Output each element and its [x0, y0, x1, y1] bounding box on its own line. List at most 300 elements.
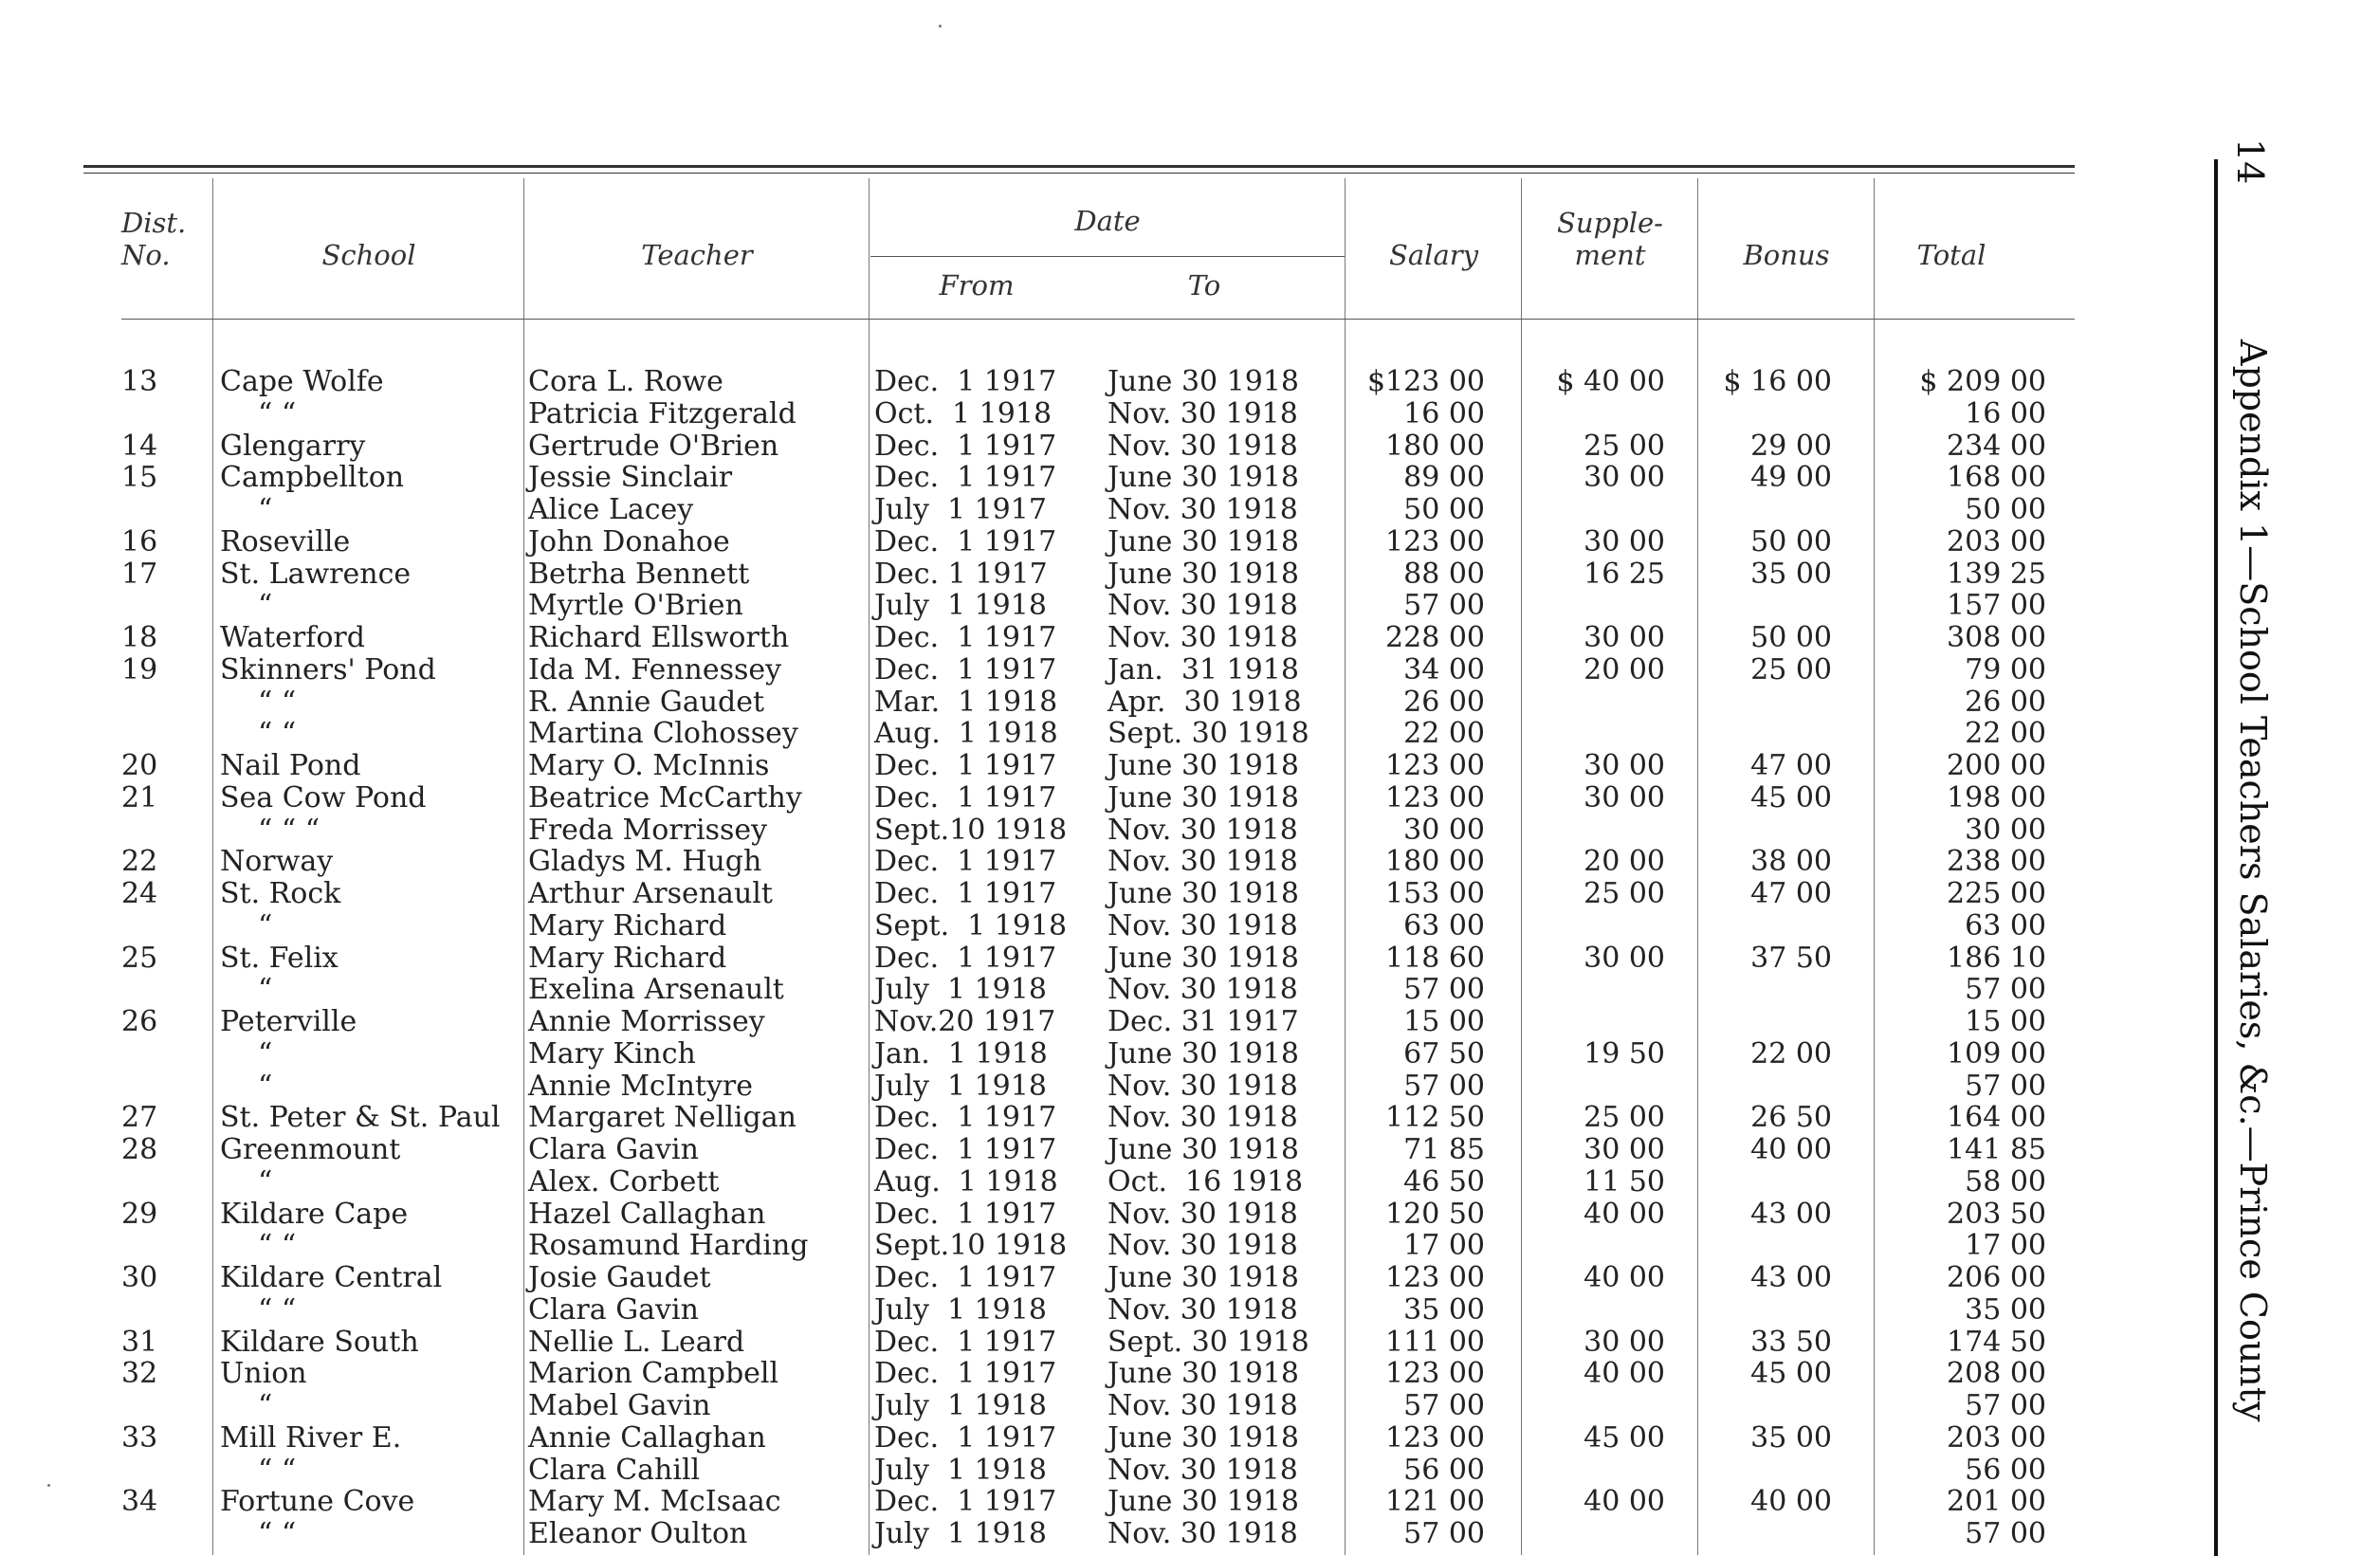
supplement-cell: 25 00: [1584, 877, 1665, 910]
salary-cell: 67 50: [1403, 1036, 1485, 1071]
school-cell: Norway: [220, 845, 334, 879]
side-title: Appendix 1—School Teachers Salaries, &c.—Prince County: [2232, 339, 2274, 1422]
total-cell: 203 00: [1947, 1420, 2046, 1455]
to-date-cell: June 30 1918: [1108, 524, 1300, 558]
teacher-cell: Josie Gaudet: [528, 1261, 711, 1294]
salary-cell: 123 00: [1385, 1357, 1485, 1391]
teacher-cell: Mary O. McInnis: [528, 749, 770, 782]
supplement-cell: 30 00: [1584, 621, 1665, 654]
dist-no-cell: 17: [121, 557, 158, 591]
bonus-cell: 45 00: [1750, 1357, 1832, 1391]
bonus-cell: 38 00: [1750, 845, 1832, 879]
school-cell: “: [258, 493, 273, 526]
salary-cell: 123 00: [1385, 749, 1485, 782]
header-school: School: [321, 239, 416, 271]
school-cell: “ “: [258, 717, 297, 751]
total-cell: 57 00: [1965, 1389, 2046, 1422]
salary-cell: 57 00: [1403, 973, 1485, 1007]
supplement-cell: 30 00: [1584, 1133, 1665, 1166]
dist-no-cell: 27: [121, 1101, 158, 1135]
from-date-cell: July 1 1918: [874, 1292, 1047, 1327]
to-date-cell: Oct. 16 1918: [1108, 1164, 1304, 1199]
teacher-cell: Ida M. Fennessey: [528, 652, 782, 686]
from-date-cell: Dec. 1 1917: [874, 1420, 1057, 1455]
from-date-cell: Dec. 1 1917: [874, 845, 1057, 879]
bonus-cell: 49 00: [1750, 461, 1832, 495]
school-cell: Campbellton: [220, 461, 405, 495]
supplement-cell: 40 00: [1584, 1261, 1665, 1294]
to-date-cell: June 30 1918: [1108, 1261, 1300, 1294]
from-date-cell: Dec. 1 1917: [874, 749, 1057, 782]
from-date-cell: Dec. 1 1917: [874, 1101, 1057, 1135]
salary-cell: 17 00: [1403, 1229, 1485, 1263]
teacher-cell: Marion Campbell: [528, 1357, 779, 1391]
total-cell: 139 25: [1947, 557, 2046, 591]
dist-no-cell: 29: [121, 1197, 158, 1231]
supplement-cell: 19 50: [1584, 1036, 1665, 1071]
total-cell: 79 00: [1965, 652, 2046, 686]
teacher-cell: Annie Morrissey: [528, 1005, 765, 1038]
bonus-cell: 47 00: [1750, 749, 1832, 782]
bonus-cell: 43 00: [1750, 1261, 1832, 1294]
col-divider: [212, 178, 213, 1555]
from-date-cell: Aug. 1 1918: [874, 1164, 1058, 1199]
school-cell: Sea Cow Pond: [220, 780, 427, 815]
from-date-cell: July 1 1918: [874, 1453, 1047, 1487]
salary-cell: 180 00: [1385, 845, 1485, 879]
teacher-cell: Alice Lacey: [528, 493, 694, 526]
to-date-cell: Nov. 30 1918: [1108, 1069, 1298, 1103]
from-date-cell: Dec. 1 1917: [874, 1485, 1057, 1519]
dist-no-cell: 34: [121, 1485, 158, 1519]
teacher-cell: Eleanor Oulton: [528, 1517, 748, 1550]
school-cell: Peterville: [220, 1005, 357, 1038]
total-cell: 168 00: [1947, 461, 2046, 495]
teacher-cell: Patricia Fitzgerald: [528, 396, 796, 430]
teacher-cell: Richard Ellsworth: [528, 621, 790, 654]
salary-cell: 35 00: [1403, 1292, 1485, 1327]
to-date-cell: June 30 1918: [1108, 1420, 1300, 1455]
to-date-cell: Apr. 30 1918: [1108, 685, 1302, 719]
total-cell: 50 00: [1965, 493, 2046, 526]
total-cell: 56 00: [1965, 1453, 2046, 1487]
salary-cell: 63 00: [1403, 908, 1485, 943]
salary-cell: 16 00: [1403, 396, 1485, 430]
school-cell: Roseville: [220, 524, 351, 558]
total-cell: 203 00: [1947, 524, 2046, 558]
date-underline: [870, 256, 1345, 257]
bonus-cell: 50 00: [1750, 524, 1832, 558]
teacher-cell: Mary Richard: [528, 908, 727, 943]
salary-cell: 88 00: [1403, 557, 1485, 591]
supplement-cell: 30 00: [1584, 941, 1665, 975]
to-date-cell: June 30 1918: [1108, 1485, 1300, 1519]
to-date-cell: Nov. 30 1918: [1108, 1101, 1298, 1135]
total-cell: 157 00: [1947, 589, 2046, 623]
from-date-cell: Sept. 1 1918: [874, 908, 1068, 943]
total-cell: 174 50: [1947, 1325, 2046, 1359]
salary-cell: 34 00: [1403, 652, 1485, 686]
total-cell: 22 00: [1965, 717, 2046, 751]
to-date-cell: Nov. 30 1918: [1108, 1197, 1298, 1231]
dist-no-cell: 22: [121, 845, 158, 879]
supplement-cell: 40 00: [1584, 1357, 1665, 1391]
teacher-cell: Clara Cahill: [528, 1453, 701, 1487]
to-date-cell: Jan. 31 1918: [1108, 652, 1299, 686]
teacher-cell: Myrtle O'Brien: [528, 589, 743, 623]
bonus-cell: 35 00: [1750, 557, 1832, 591]
to-date-cell: Nov. 30 1918: [1108, 1229, 1298, 1263]
teacher-cell: Gladys M. Hugh: [528, 845, 762, 879]
from-date-cell: July 1 1918: [874, 589, 1047, 623]
supplement-cell: 30 00: [1584, 749, 1665, 782]
dist-no-cell: 26: [121, 1005, 158, 1038]
speck: [47, 1484, 50, 1487]
header-to: To: [1187, 269, 1221, 302]
salary-cell: 57 00: [1403, 1389, 1485, 1422]
bonus-cell: 45 00: [1750, 780, 1832, 815]
supplement-cell: 30 00: [1584, 461, 1665, 495]
teacher-cell: Mary Richard: [528, 941, 727, 975]
school-cell: Union: [220, 1357, 307, 1391]
teacher-cell: Cora L. Rowe: [528, 365, 723, 398]
header-bonus: Bonus: [1743, 239, 1830, 271]
salary-cell: 111 00: [1385, 1325, 1485, 1359]
bonus-cell: 40 00: [1750, 1485, 1832, 1519]
total-cell: 208 00: [1947, 1357, 2046, 1391]
to-date-cell: June 30 1918: [1108, 877, 1300, 910]
salary-cell: $123 00: [1366, 365, 1485, 398]
school-cell: Kildare South: [220, 1325, 419, 1359]
school-cell: “: [258, 973, 273, 1007]
col-divider: [869, 178, 870, 1555]
bonus-cell: 37 50: [1750, 941, 1832, 975]
from-date-cell: Dec. 1 1917: [874, 1133, 1057, 1166]
total-cell: 198 00: [1947, 780, 2046, 815]
to-date-cell: June 30 1918: [1108, 557, 1300, 591]
teacher-cell: Jessie Sinclair: [528, 461, 733, 495]
to-date-cell: Nov. 30 1918: [1108, 1292, 1298, 1327]
bonus-cell: 22 00: [1750, 1036, 1832, 1071]
header-dist-no: Dist. No.: [121, 207, 187, 271]
teacher-cell: Annie Callaghan: [528, 1420, 766, 1455]
col-divider: [1345, 178, 1346, 1555]
from-date-cell: July 1 1918: [874, 1517, 1047, 1550]
school-cell: “ “: [258, 1517, 297, 1550]
to-date-cell: June 30 1918: [1108, 365, 1300, 398]
bonus-cell: 26 50: [1750, 1101, 1832, 1135]
from-date-cell: July 1 1918: [874, 1389, 1047, 1422]
col-divider: [1521, 178, 1522, 1555]
school-cell: “ “ “: [258, 813, 320, 847]
top-rule-thin: [83, 173, 2075, 174]
school-cell: “: [258, 1389, 273, 1422]
from-date-cell: Dec. 1 1917: [874, 365, 1057, 398]
to-date-cell: Nov. 30 1918: [1108, 908, 1298, 943]
school-cell: St. Lawrence: [220, 557, 412, 591]
total-cell: 57 00: [1965, 1517, 2046, 1550]
from-date-cell: Dec. 1 1917: [874, 652, 1057, 686]
from-date-cell: Aug. 1 1918: [874, 717, 1058, 751]
teacher-cell: Freda Morrissey: [528, 813, 768, 847]
school-cell: Kildare Cape: [220, 1197, 409, 1231]
bonus-cell: 43 00: [1750, 1197, 1832, 1231]
total-cell: 203 50: [1947, 1197, 2046, 1231]
salary-cell: 118 60: [1385, 941, 1485, 975]
speck: [939, 25, 942, 27]
from-date-cell: Oct. 1 1918: [874, 396, 1053, 430]
dist-no-cell: 25: [121, 941, 158, 975]
teacher-cell: Nellie L. Leard: [528, 1325, 745, 1359]
total-cell: 141 85: [1947, 1133, 2046, 1166]
school-cell: “ “: [258, 685, 297, 719]
salary-cell: 57 00: [1403, 1517, 1485, 1550]
teacher-cell: Beatrice McCarthy: [528, 780, 802, 815]
to-date-cell: Nov. 30 1918: [1108, 621, 1298, 654]
from-date-cell: Dec. 1 1917: [874, 1357, 1057, 1391]
to-date-cell: June 30 1918: [1108, 941, 1300, 975]
header-bottom-rule: [121, 319, 2075, 320]
school-cell: “ “: [258, 396, 297, 430]
supplement-cell: 11 50: [1584, 1164, 1665, 1199]
supplement-cell: 16 25: [1584, 557, 1665, 591]
school-cell: Glengarry: [220, 429, 366, 463]
from-date-cell: Dec. 1 1917: [874, 780, 1057, 815]
dist-no-cell: 18: [121, 621, 158, 654]
from-date-cell: Dec. 1 1917: [874, 877, 1057, 910]
salary-cell: 46 50: [1403, 1164, 1485, 1199]
teacher-cell: John Donahoe: [528, 524, 730, 558]
from-date-cell: Dec. 1 1917: [874, 461, 1057, 495]
school-cell: “ “: [258, 1229, 297, 1263]
supplement-cell: $ 40 00: [1556, 365, 1665, 398]
dist-no-cell: 14: [121, 429, 158, 463]
dist-no-cell: 30: [121, 1261, 158, 1294]
total-cell: 17 00: [1965, 1229, 2046, 1263]
supplement-cell: 30 00: [1584, 1325, 1665, 1359]
teacher-cell: Clara Gavin: [528, 1133, 699, 1166]
teacher-cell: Martina Clohossey: [528, 717, 798, 751]
dist-no-cell: 15: [121, 461, 158, 495]
supplement-cell: 25 00: [1584, 429, 1665, 463]
salary-cell: 123 00: [1385, 1420, 1485, 1455]
teacher-cell: Hazel Callaghan: [528, 1197, 766, 1231]
school-cell: “ “: [258, 1453, 297, 1487]
salary-cell: 71 85: [1403, 1133, 1485, 1166]
total-cell: 16 00: [1965, 396, 2046, 430]
school-cell: Mill River E.: [220, 1420, 402, 1455]
total-cell: $ 209 00: [1919, 365, 2046, 398]
from-date-cell: Mar. 1 1918: [874, 685, 1058, 719]
to-date-cell: June 30 1918: [1108, 461, 1300, 495]
from-date-cell: July 1 1918: [874, 1069, 1047, 1103]
col-divider: [1697, 178, 1698, 1555]
dist-no-cell: 32: [121, 1357, 158, 1391]
dist-no-cell: 13: [121, 365, 158, 398]
teacher-cell: Mabel Gavin: [528, 1389, 711, 1422]
teacher-cell: Gertrude O'Brien: [528, 429, 779, 463]
school-cell: “: [258, 1036, 273, 1071]
total-cell: 109 00: [1947, 1036, 2046, 1071]
to-date-cell: Nov. 30 1918: [1108, 845, 1298, 879]
salary-cell: 30 00: [1403, 813, 1485, 847]
total-cell: 186 10: [1947, 941, 2046, 975]
from-date-cell: Nov.20 1917: [874, 1005, 1056, 1038]
page-number: 14: [2229, 138, 2271, 185]
total-cell: 57 00: [1965, 1069, 2046, 1103]
from-date-cell: Jan. 1 1918: [874, 1036, 1048, 1071]
total-cell: 234 00: [1947, 429, 2046, 463]
dist-no-cell: 19: [121, 652, 158, 686]
dist-no-cell: 28: [121, 1133, 158, 1166]
salary-cell: 112 50: [1385, 1101, 1485, 1135]
school-cell: “ “: [258, 1292, 297, 1327]
salary-cell: 56 00: [1403, 1453, 1485, 1487]
salary-cell: 123 00: [1385, 780, 1485, 815]
salary-cell: 123 00: [1385, 1261, 1485, 1294]
salary-cell: 120 50: [1385, 1197, 1485, 1231]
supplement-cell: 25 00: [1584, 1101, 1665, 1135]
teacher-cell: Betrha Bennett: [528, 557, 750, 591]
from-date-cell: Dec. 1 1917: [874, 524, 1057, 558]
salary-cell: 121 00: [1385, 1485, 1485, 1519]
header-total: Total: [1916, 239, 1986, 271]
total-cell: 63 00: [1965, 908, 2046, 943]
to-date-cell: Dec. 31 1917: [1108, 1005, 1299, 1038]
teacher-cell: Arthur Arsenault: [528, 877, 773, 910]
supplement-cell: 30 00: [1584, 780, 1665, 815]
teacher-cell: Margaret Nelligan: [528, 1101, 796, 1135]
salary-cell: 22 00: [1403, 717, 1485, 751]
to-date-cell: June 30 1918: [1108, 1133, 1300, 1166]
salary-cell: 57 00: [1403, 1069, 1485, 1103]
to-date-cell: Nov. 30 1918: [1108, 429, 1298, 463]
dist-no-cell: 31: [121, 1325, 158, 1359]
from-date-cell: Dec. 1 1917: [874, 429, 1057, 463]
supplement-cell: 20 00: [1584, 652, 1665, 686]
to-date-cell: Sept. 30 1918: [1108, 717, 1309, 751]
total-cell: 200 00: [1947, 749, 2046, 782]
school-cell: St. Rock: [220, 877, 341, 910]
school-cell: Skinners' Pond: [220, 652, 436, 686]
from-date-cell: Dec. 1 1917: [874, 1197, 1057, 1231]
salary-cell: 89 00: [1403, 461, 1485, 495]
total-cell: 30 00: [1965, 813, 2046, 847]
school-cell: “: [258, 1069, 273, 1103]
teacher-cell: Alex. Corbett: [528, 1164, 720, 1199]
school-cell: Greenmount: [220, 1133, 401, 1166]
to-date-cell: Nov. 30 1918: [1108, 813, 1298, 847]
to-date-cell: Nov. 30 1918: [1108, 973, 1298, 1007]
total-cell: 35 00: [1965, 1292, 2046, 1327]
supplement-cell: 20 00: [1584, 845, 1665, 879]
to-date-cell: Nov. 30 1918: [1108, 493, 1298, 526]
teacher-cell: Mary M. McIsaac: [528, 1485, 781, 1519]
to-date-cell: Nov. 30 1918: [1108, 396, 1298, 430]
col-divider: [1874, 178, 1875, 1555]
school-cell: St. Peter & St. Paul: [220, 1101, 501, 1135]
school-cell: “: [258, 589, 273, 623]
bonus-cell: 35 00: [1750, 1420, 1832, 1455]
total-cell: 238 00: [1947, 845, 2046, 879]
header-date: Date: [1074, 205, 1141, 237]
supplement-cell: 40 00: [1584, 1197, 1665, 1231]
dist-no-cell: 33: [121, 1420, 158, 1455]
salary-cell: 15 00: [1403, 1005, 1485, 1038]
from-date-cell: Dec. 1 1917: [874, 1325, 1057, 1359]
supplement-cell: 40 00: [1584, 1485, 1665, 1519]
teacher-cell: Clara Gavin: [528, 1292, 699, 1327]
to-date-cell: Nov. 30 1918: [1108, 1453, 1298, 1487]
total-cell: 26 00: [1965, 685, 2046, 719]
total-cell: 15 00: [1965, 1005, 2046, 1038]
bonus-cell: 33 50: [1750, 1325, 1832, 1359]
from-date-cell: Sept.10 1918: [874, 813, 1068, 847]
teacher-cell: Annie McIntyre: [528, 1069, 753, 1103]
top-rule: [83, 165, 2075, 168]
salary-cell: 50 00: [1403, 493, 1485, 526]
header-teacher: Teacher: [641, 239, 753, 271]
salary-cell: 228 00: [1385, 621, 1485, 654]
from-date-cell: July 1 1918: [874, 973, 1047, 1007]
to-date-cell: June 30 1918: [1108, 1357, 1300, 1391]
teacher-cell: Rosamund Harding: [528, 1229, 809, 1263]
from-date-cell: Dec. 1 1917: [874, 941, 1057, 975]
salary-cell: 57 00: [1403, 589, 1485, 623]
school-cell: Waterford: [220, 621, 365, 654]
to-date-cell: June 30 1918: [1108, 749, 1300, 782]
margin-bar: [2214, 159, 2218, 1556]
school-cell: Kildare Central: [220, 1261, 443, 1294]
supplement-cell: 45 00: [1584, 1420, 1665, 1455]
dist-no-cell: 24: [121, 877, 158, 910]
teacher-cell: Mary Kinch: [528, 1036, 696, 1071]
school-cell: St. Felix: [220, 941, 339, 975]
total-cell: 225 00: [1947, 877, 2046, 910]
to-date-cell: Nov. 30 1918: [1108, 589, 1298, 623]
school-cell: Nail Pond: [220, 749, 361, 782]
header-supplement: Supple- ment: [1557, 207, 1663, 271]
school-cell: “: [258, 1164, 273, 1199]
to-date-cell: Sept. 30 1918: [1108, 1325, 1309, 1359]
salary-cell: 180 00: [1385, 429, 1485, 463]
dist-no-cell: 21: [121, 780, 158, 815]
school-cell: “: [258, 908, 273, 943]
teacher-cell: Exelina Arsenault: [528, 973, 784, 1007]
total-cell: 164 00: [1947, 1101, 2046, 1135]
header-salary: Salary: [1389, 239, 1478, 271]
total-cell: 308 00: [1947, 621, 2046, 654]
salary-cell: 123 00: [1385, 524, 1485, 558]
from-date-cell: Sept.10 1918: [874, 1229, 1068, 1263]
supplement-cell: 30 00: [1584, 524, 1665, 558]
school-cell: Fortune Cove: [220, 1485, 415, 1519]
to-date-cell: June 30 1918: [1108, 1036, 1300, 1071]
from-date-cell: Dec. 1 1917: [874, 1261, 1057, 1294]
header-from: From: [939, 269, 1015, 302]
bonus-cell: 25 00: [1750, 652, 1832, 686]
to-date-cell: June 30 1918: [1108, 780, 1300, 815]
dist-no-cell: 16: [121, 524, 158, 558]
from-date-cell: Dec. 1 1917: [874, 557, 1048, 591]
salary-cell: 26 00: [1403, 685, 1485, 719]
school-cell: Cape Wolfe: [220, 365, 384, 398]
total-cell: 57 00: [1965, 973, 2046, 1007]
col-divider: [523, 178, 524, 1555]
bonus-cell: 29 00: [1750, 429, 1832, 463]
teacher-cell: R. Annie Gaudet: [528, 685, 765, 719]
from-date-cell: Dec. 1 1917: [874, 621, 1057, 654]
